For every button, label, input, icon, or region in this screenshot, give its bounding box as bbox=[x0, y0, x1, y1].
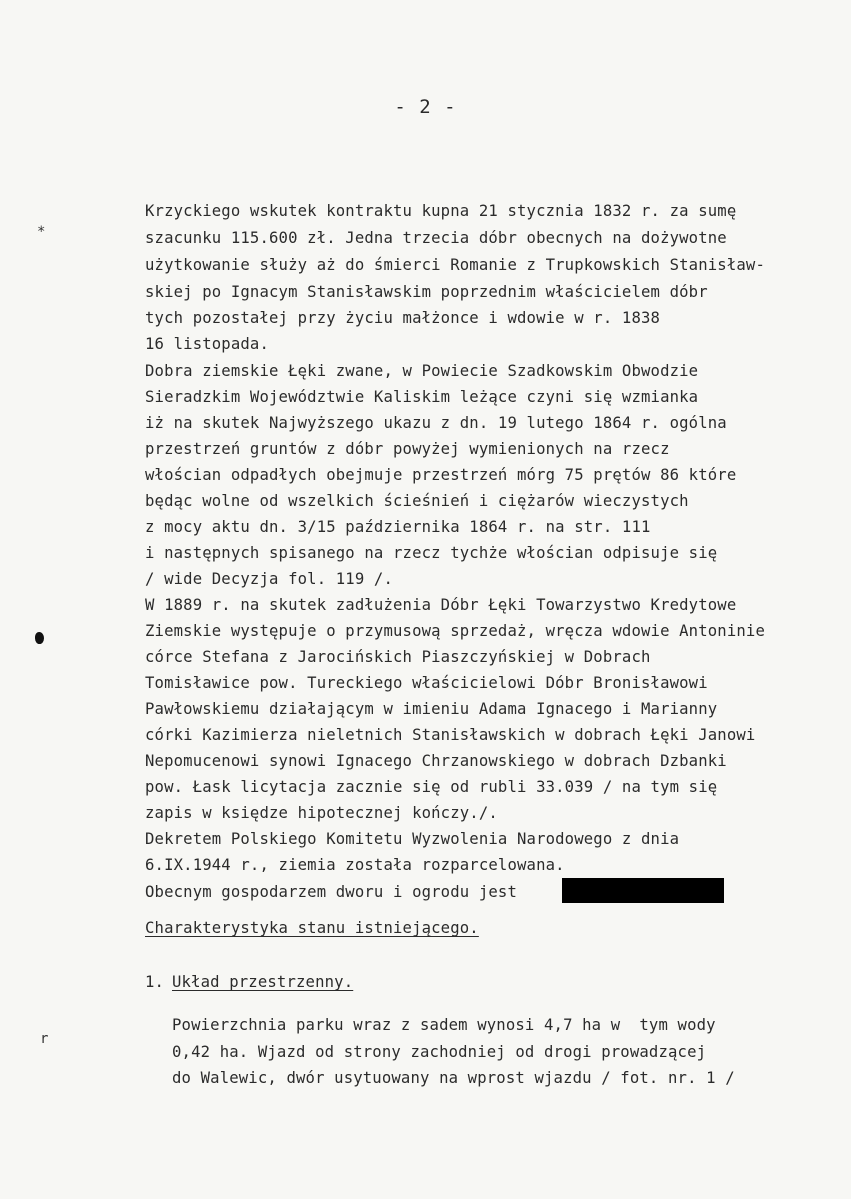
text-line: Ziemskie występuje o przymusową sprzedaż, wręcza wdowie Antoninie bbox=[145, 622, 765, 640]
text-line: 6.IX.1944 r., ziemia została rozparcelowana. bbox=[145, 856, 565, 874]
section-heading: Charakterystyka stanu istniejącego. bbox=[145, 919, 479, 937]
margin-mark: * bbox=[37, 224, 46, 240]
ink-blot bbox=[35, 632, 44, 644]
text-line: Dobra ziemskie Łęki zwane, w Powiecie Szadkowskim Obwodzie bbox=[145, 362, 699, 380]
text-line: przestrzeń gruntów z dóbr powyżej wymienionych na rzecz bbox=[145, 440, 670, 458]
text-line: Dekretem Polskiego Komitetu Wyzwolenia Narodowego z dnia bbox=[145, 830, 680, 848]
subsection-title: Układ przestrzenny. bbox=[172, 973, 354, 991]
subsection-number: 1. bbox=[145, 973, 165, 991]
text-line: i następnych spisanego na rzecz tychże włościan odpisuje się bbox=[145, 544, 718, 562]
text-line: Tomisławice pow. Tureckiego właścicielowi Dóbr Bronisławowi bbox=[145, 674, 708, 692]
text-line: 0,42 ha. Wjazd od strony zachodniej od drogi prowadzącej bbox=[172, 1043, 707, 1061]
text-line: Obecnym gospodarzem dworu i ogrodu jest bbox=[145, 883, 517, 901]
text-line: W 1889 r. na skutek zadłużenia Dóbr Łęki Towarzystwo Kredytowe bbox=[145, 596, 737, 614]
text-line: zapis w księdze hipotecznej kończy./. bbox=[145, 804, 498, 822]
text-line: szacunku 115.600 zł. Jedna trzecia dóbr obecnych na dożywotne bbox=[145, 229, 727, 247]
text-line: Sieradzkim Województwie Kaliskim leżące czyni się wzmianka bbox=[145, 388, 699, 406]
text-line: włościan odpadłych obejmuje przestrzeń mórg 75 prętów 86 które bbox=[145, 466, 737, 484]
text-line: Pawłowskiemu działającym w imieniu Adama Ignacego i Marianny bbox=[145, 700, 718, 718]
text-line: córce Stefana z Jarocińskich Piaszczyńskiej w Dobrach bbox=[145, 648, 651, 666]
text-line: użytkowanie służy aż do śmierci Romanie z Trupkowskich Stanisław- bbox=[145, 256, 765, 274]
text-line: 16 listopada. bbox=[145, 335, 269, 353]
text-line: iż na skutek Najwyższego ukazu z dn. 19 lutego 1864 r. ogólna bbox=[145, 414, 727, 432]
text-line: / wide Decyzja fol. 119 /. bbox=[145, 570, 393, 588]
text-line: z mocy aktu dn. 3/15 października 1864 r. na str. 111 bbox=[145, 518, 651, 536]
text-line: Krzyckiego wskutek kontraktu kupna 21 stycznia 1832 r. za sumę bbox=[145, 202, 737, 220]
text-line: pow. Łask licytacja zacznie się od rubli 33.039 / na tym się bbox=[145, 778, 718, 796]
text-line: córki Kazimierza nieletnich Stanisławskich w dobrach Łęki Janowi bbox=[145, 726, 756, 744]
page-number: - 2 - bbox=[394, 96, 457, 118]
text-line: skiej po Ignacym Stanisławskim poprzednim właścicielem dóbr bbox=[145, 283, 708, 301]
redaction-bar bbox=[562, 878, 724, 903]
margin-mark: r bbox=[40, 1031, 49, 1047]
text-line: będąc wolne od wszelkich ścieśnień i ciężarów wieczystych bbox=[145, 492, 689, 510]
text-line: tych pozostałej przy życiu małżonce i wdowie w r. 1838 bbox=[145, 309, 661, 327]
text-line: Powierzchnia parku wraz z sadem wynosi 4,7 ha w tym wody bbox=[172, 1016, 716, 1034]
text-line: Nepomucenowi synowi Ignacego Chrzanowskiego w dobrach Dzbanki bbox=[145, 752, 727, 770]
text-line: do Walewic, dwór usytuowany na wprost wjazdu / fot. nr. 1 / bbox=[172, 1069, 735, 1087]
